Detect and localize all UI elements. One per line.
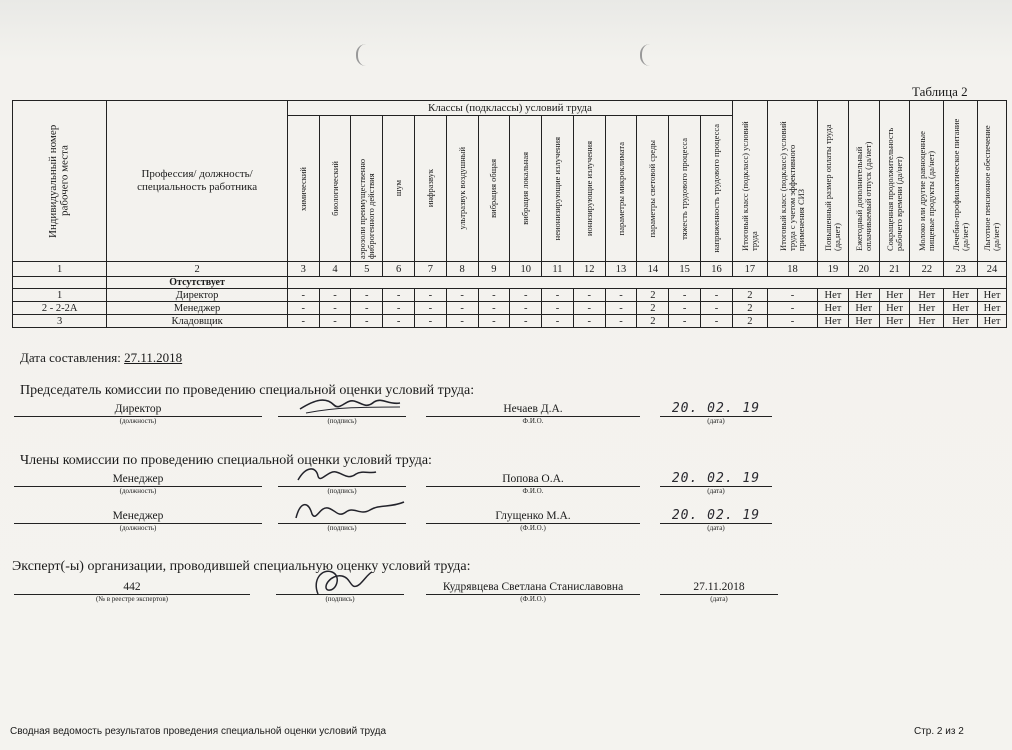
- table-cell: 2: [732, 289, 767, 302]
- page-number: Стр. 2 из 2: [914, 726, 964, 737]
- table-cell: Нет: [879, 315, 910, 328]
- member2-position: Менеджер (должность): [14, 509, 262, 532]
- expert-fio: Кудрявцева Светлана Станиславовна (Ф.И.О.): [426, 580, 640, 603]
- header-summary-col: Ежегодный дополнительный оплачиваемый отпуск (да/нет): [848, 101, 879, 262]
- expert-signature: (подпись): [276, 580, 404, 603]
- table-cell: -: [542, 315, 574, 328]
- column-number: 18: [767, 262, 817, 277]
- table-cell: -: [351, 315, 383, 328]
- header-profession: Профессия/ должность/ специальность работника: [107, 101, 288, 262]
- table-cell: -: [767, 289, 817, 302]
- header-factor-col: аэрозоли преимущественно фиброгенного действия: [351, 116, 383, 262]
- profession-name: Менеджер: [107, 302, 288, 315]
- table-cell: -: [542, 289, 574, 302]
- column-number: 9: [478, 262, 510, 277]
- footer-title: Сводная ведомость результатов проведения специальной оценки условий труда: [10, 726, 387, 737]
- table-cell: -: [701, 302, 733, 315]
- column-number: 10: [510, 262, 542, 277]
- table-cell: 2: [732, 302, 767, 315]
- table-cell: -: [605, 302, 637, 315]
- table-cell: -: [383, 302, 415, 315]
- column-number: 22: [910, 262, 944, 277]
- table-cell: Нет: [978, 302, 1007, 315]
- workplace-number: 1: [13, 289, 107, 302]
- workplace-number: 3: [13, 315, 107, 328]
- table-cell: Нет: [910, 289, 944, 302]
- member1-date: 20. 02. 19 (дата): [660, 472, 772, 495]
- chair-position: Директор (должность): [14, 402, 262, 425]
- table-cell: Нет: [848, 315, 879, 328]
- punch-hole-mark: [356, 44, 368, 66]
- column-number: 17: [732, 262, 767, 277]
- column-number: 19: [818, 262, 849, 277]
- table-cell: -: [573, 289, 605, 302]
- header-summary-col: Итоговый класс (подкласс) условий труда с учетом эффективного применения СИЗ: [767, 101, 817, 262]
- expert-signature-mark: [306, 566, 376, 600]
- workplace-number: 2 - 2-2А: [13, 302, 107, 315]
- member2-signature: (подпись): [278, 509, 406, 532]
- column-number: 3: [287, 262, 319, 277]
- table-cell: Нет: [978, 289, 1007, 302]
- table-cell: 2: [732, 315, 767, 328]
- header-factor-col: вибрация общая: [478, 116, 510, 262]
- header-factor-col: напряженность трудового процесса: [701, 116, 733, 262]
- table-cell: -: [478, 315, 510, 328]
- table-cell: -: [669, 302, 701, 315]
- table-cell: -: [383, 289, 415, 302]
- column-number: 11: [542, 262, 574, 277]
- table-cell: Нет: [910, 302, 944, 315]
- profession-name: Кладовщик: [107, 315, 288, 328]
- members-label: Члены комиссии по проведению специальной оценки условий труда:: [20, 453, 432, 468]
- header-summary-col: Повышенный размер оплаты труда (да,нет): [818, 101, 849, 262]
- table-cell: -: [414, 289, 446, 302]
- group-label: Отсутствует: [107, 277, 288, 289]
- table-cell: -: [542, 302, 574, 315]
- column-number: 7: [414, 262, 446, 277]
- header-factor-col: биологический: [319, 116, 351, 262]
- table-cell: Нет: [879, 289, 910, 302]
- table-cell: Нет: [910, 315, 944, 328]
- member1-position: Менеджер (должность): [14, 472, 262, 495]
- table-cell: 2: [637, 315, 669, 328]
- header-factor-col: параметры световой среды: [637, 116, 669, 262]
- table-cell: -: [701, 289, 733, 302]
- member2-date: 20. 02. 19 (дата): [660, 509, 772, 532]
- header-factor-col: неионизирующие излучения: [542, 116, 574, 262]
- punch-hole-mark: [640, 44, 652, 66]
- chair-fio: Нечаев Д.А. Ф.И.О.: [426, 402, 640, 425]
- table-cell: -: [669, 315, 701, 328]
- table-cell: -: [383, 315, 415, 328]
- table-cell: Нет: [848, 289, 879, 302]
- table-cell: -: [573, 302, 605, 315]
- table-row: [13, 315, 1007, 328]
- column-number: 15: [669, 262, 701, 277]
- table-cell: Нет: [818, 289, 849, 302]
- column-number: 13: [605, 262, 637, 277]
- header-factor-col: шум: [383, 116, 415, 262]
- member1-fio: Попова О.А. Ф.И.О.: [426, 472, 640, 495]
- table-cell: Нет: [944, 315, 978, 328]
- table-row: [13, 302, 1007, 315]
- table-cell: -: [287, 289, 319, 302]
- group-row: [13, 277, 1007, 289]
- table-cell: -: [510, 302, 542, 315]
- table-cell: -: [701, 315, 733, 328]
- header-factor-col: ультразвук воздушный: [446, 116, 478, 262]
- compilation-date: Дата составления: 27.11.2018: [20, 350, 183, 365]
- column-number: 24: [978, 262, 1007, 277]
- table-cell: -: [287, 302, 319, 315]
- table-cell: -: [446, 315, 478, 328]
- table-cell: Нет: [944, 289, 978, 302]
- column-number: 5: [351, 262, 383, 277]
- header-summary-col: Итоговый класс (подкласс) условий труда: [732, 101, 767, 262]
- table-cell: Нет: [944, 302, 978, 315]
- table-cell: -: [319, 315, 351, 328]
- column-number: 21: [879, 262, 910, 277]
- header-factor-col: ионизирующие излучения: [573, 116, 605, 262]
- member2-fio: Глущенко М.А. (Ф.И.О.): [426, 509, 640, 532]
- header-factor-col: химический: [287, 116, 319, 262]
- expert-date: 27.11.2018 (дата): [660, 580, 778, 603]
- chair-signature-mark: [296, 393, 406, 419]
- table-cell: -: [446, 302, 478, 315]
- table-cell: Нет: [978, 315, 1007, 328]
- column-number: 8: [446, 262, 478, 277]
- header-classes-group: Классы (подклассы) условий труда: [287, 101, 732, 116]
- table-row: [13, 289, 1007, 302]
- table-cell: -: [767, 302, 817, 315]
- header-workplace-number: Индивидуальный номер рабочего места: [13, 101, 107, 262]
- table-cell: -: [605, 315, 637, 328]
- table-cell: -: [510, 315, 542, 328]
- header-summary-col: Льготное пенсионное обеспечение (да/нет): [978, 101, 1007, 262]
- table-cell: 2: [637, 302, 669, 315]
- table-cell: -: [605, 289, 637, 302]
- table-caption: Таблица 2: [912, 84, 968, 99]
- member1-signature: (подпись): [278, 472, 406, 495]
- table-cell: Нет: [818, 315, 849, 328]
- column-number: 1: [13, 262, 107, 277]
- column-number: 23: [944, 262, 978, 277]
- column-number: 14: [637, 262, 669, 277]
- column-number: 12: [573, 262, 605, 277]
- column-number: 6: [383, 262, 415, 277]
- header-factor-col: тяжесть трудового процесса: [669, 116, 701, 262]
- table-cell: -: [669, 289, 701, 302]
- table-cell: Нет: [818, 302, 849, 315]
- table-cell: -: [573, 315, 605, 328]
- column-number: 20: [848, 262, 879, 277]
- column-number: 2: [107, 262, 288, 277]
- member1-signature-mark: [292, 462, 382, 488]
- chair-date: 20. 02. 19 (дата): [660, 402, 772, 425]
- chair-signature: (подпись): [278, 402, 406, 425]
- table-cell: Нет: [848, 302, 879, 315]
- column-number: 16: [701, 262, 733, 277]
- table-cell: -: [351, 302, 383, 315]
- table-cell: -: [414, 302, 446, 315]
- profession-name: Директор: [107, 289, 288, 302]
- expert-label: Эксперт(-ы) организации, проводившей специальную оценку условий труда:: [12, 559, 471, 574]
- chair-label: Председатель комиссии по проведению специальной оценки условий труда:: [20, 383, 475, 398]
- results-table: [12, 100, 1007, 328]
- table-cell: -: [478, 289, 510, 302]
- table-cell: -: [510, 289, 542, 302]
- header-summary-col: Сокращенная продолжительность рабочего времени (да/нет): [879, 101, 910, 262]
- header-summary-col: Лечебно-профилактическое питание (да/нет): [944, 101, 978, 262]
- member2-signature-mark: [290, 496, 410, 526]
- column-numbers-row: [13, 262, 1007, 277]
- header-factor-col: параметры микроклимата: [605, 116, 637, 262]
- table-cell: -: [351, 289, 383, 302]
- table-cell: -: [414, 315, 446, 328]
- header-summary-col: Молоко или другие равноценные пищевые продукты (да/нет): [910, 101, 944, 262]
- header-factor-col: инфразвук: [414, 116, 446, 262]
- table-cell: -: [319, 289, 351, 302]
- table-cell: -: [478, 302, 510, 315]
- table-cell: 2: [637, 289, 669, 302]
- expert-registry: 442 (№ в реестре экспертов): [14, 580, 250, 603]
- table-cell: Нет: [879, 302, 910, 315]
- table-cell: -: [446, 289, 478, 302]
- table-cell: -: [319, 302, 351, 315]
- table-cell: -: [287, 315, 319, 328]
- table-cell: -: [767, 315, 817, 328]
- header-factor-col: вибрация локальная: [510, 116, 542, 262]
- column-number: 4: [319, 262, 351, 277]
